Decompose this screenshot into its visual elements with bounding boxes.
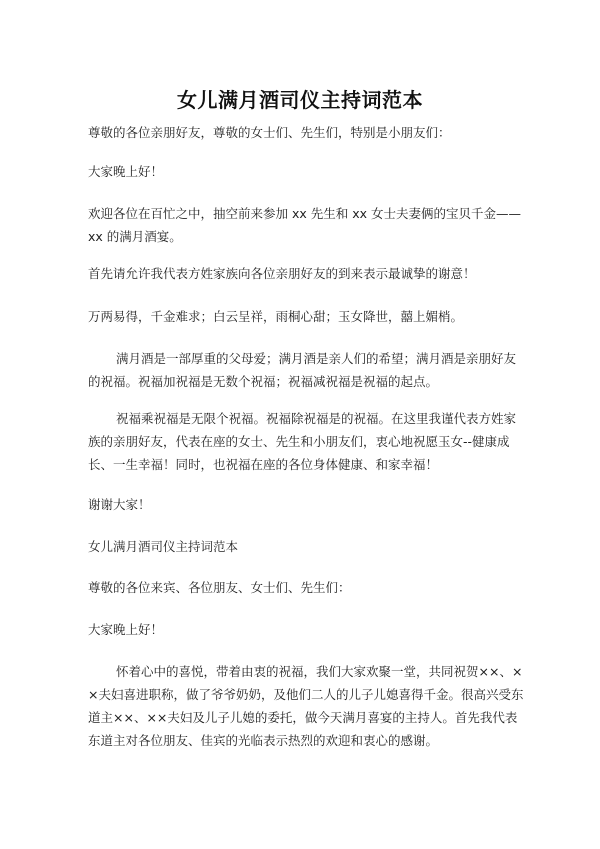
full-moon-meaning-paragraph: 满月酒是一部厚重的父母爱；满月酒是亲人们的希望；满月酒是亲朋好友的祝福。祝福加祝福是无数个祝福；祝福减祝福是祝福的起点。: [88, 351, 517, 389]
second-evening-greeting-paragraph: 大家晚上好！: [88, 622, 164, 637]
second-template-heading: 女儿满月酒司仪主持词范本: [88, 539, 239, 554]
blessing-verse-paragraph: 万两易得，千金难求；白云呈祥，雨桐心甜；玉女降世，囍上媚梢。: [88, 309, 464, 324]
evening-greeting-paragraph: 大家晚上好！: [88, 164, 164, 179]
blessings-paragraph: 祝福乘祝福是无限个祝福。祝福除祝福是的祝福。在这里我谨代表方姓家族的亲朋好友，代表在座的女士、先生和小朋友们，衷心地祝愿玉女--健康成长、一生幸福！同时，也祝福在座的各位身体健康、和家幸福！: [88, 411, 517, 472]
thank-you-paragraph: 谢谢大家！: [88, 497, 151, 512]
thanks-paragraph: 首先请允许我代表方姓家族向各位亲朋好友的到来表示最诚挚的谢意！: [88, 266, 476, 281]
second-greeting-paragraph: 尊敬的各位来宾、各位朋友、女士们、先生们：: [88, 580, 351, 595]
greeting-paragraph: 尊敬的各位亲朋好友，尊敬的女士们、先生们，特别是小朋友们：: [88, 125, 451, 140]
opening-remarks-paragraph: 怀着心中的喜悦，带着由衷的祝福，我们大家欢聚一堂，共同祝贺××、××夫妇喜进职称，做了爷爷奶奶，及他们二人的儿子儿媳喜得千金。很高兴受东道主××、××夫妇及儿子儿媳的委托，做今天满月喜宴的主持人。首先我代表东道主对各位朋友、佳宾的光临表示热烈的欢迎和衷心的感谢。: [88, 664, 524, 748]
welcome-paragraph: 欢迎各位在百忙之中，抽空前来参加 xx 先生和 xx 女士夫妻俩的宝贝千金——xx 的满月酒宴。: [88, 206, 521, 244]
document-title: 女儿满月酒司仪主持词范本: [177, 88, 423, 112]
